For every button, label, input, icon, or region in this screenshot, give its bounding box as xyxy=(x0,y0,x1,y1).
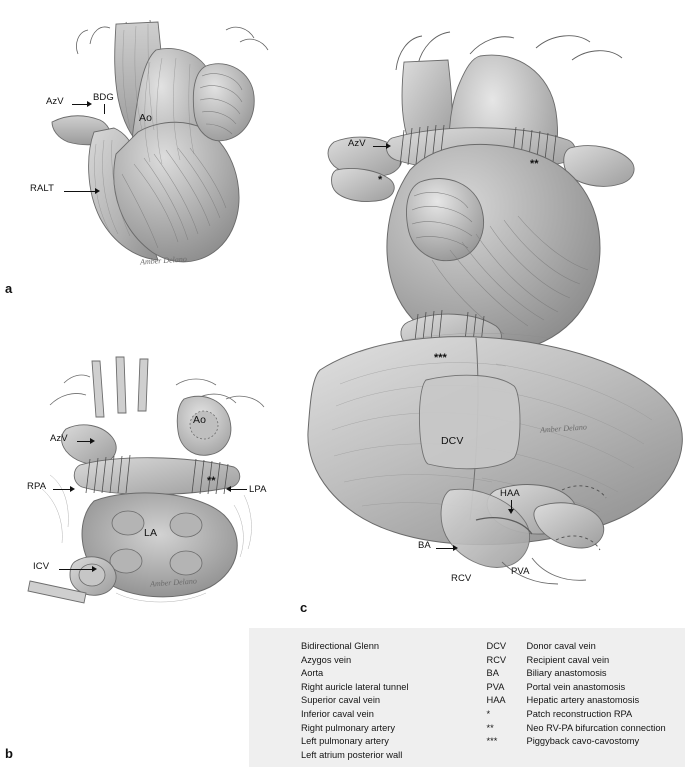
panel-c-label-ba: BA xyxy=(418,540,431,551)
panel-letter-a: a xyxy=(5,281,13,296)
legend-term: Inferior caval vein xyxy=(301,708,374,719)
panel-c-marker-triple-asterisk: *** xyxy=(434,352,447,364)
panel-c-label-azv: AzV xyxy=(348,138,366,149)
panel-b-label-azv: AzV xyxy=(50,433,68,444)
legend-row xyxy=(301,694,409,708)
panel-c-label-pva: PVA xyxy=(511,566,530,577)
panel-c-label-dcv: DCV xyxy=(441,435,464,447)
legend-row xyxy=(487,735,666,749)
legend-column-left xyxy=(301,640,409,762)
legend-row xyxy=(301,667,409,681)
panel-b-arrow-lpa xyxy=(226,486,231,492)
legend-abbr: BA xyxy=(486,668,499,679)
legend-row xyxy=(301,749,409,763)
panel-a-leader-ralt xyxy=(64,191,96,192)
legend-term: Bidirectional Glenn xyxy=(301,641,380,651)
legend-row xyxy=(487,667,666,681)
panel-letter-c: c xyxy=(300,600,308,615)
legend-term: Neo RV-PA bifurcation connection xyxy=(526,722,666,733)
legend-row xyxy=(487,722,666,736)
legend-abbr: RCV xyxy=(486,654,507,665)
legend-row xyxy=(487,640,666,654)
panel-c-label-haa: HAA xyxy=(500,488,520,499)
panel-c-arrow-haa xyxy=(508,509,514,514)
legend-row xyxy=(301,735,409,749)
panel-c-marker-single-asterisk: * xyxy=(378,174,383,186)
panel-b-artist-signature: Amber Delano xyxy=(149,576,198,589)
panel-a-label-ao: Ao xyxy=(139,112,153,124)
legend-row xyxy=(301,654,409,668)
panel-b-label-lpa: LPA xyxy=(249,484,267,495)
panel-a-leader-bdg xyxy=(104,104,105,114)
panel-b-arrow-icv xyxy=(92,566,97,572)
panel-b-label-ao: Ao xyxy=(193,414,207,426)
panel-b-label-rpa: RPA xyxy=(27,481,47,492)
panel-a-arrow-ralt xyxy=(95,188,100,194)
panel-a-arrow-azv xyxy=(87,101,92,107)
panel-a-label-ralt: RALT xyxy=(30,183,54,194)
legend-term: Piggyback cavo-cavostomy xyxy=(526,736,640,747)
legend-term: Left pulmonary artery xyxy=(301,736,389,747)
legend-row xyxy=(301,681,409,695)
panel-a-label-azv: AzV xyxy=(46,96,64,107)
legend-term: Patch reconstruction RPA xyxy=(526,708,633,719)
legend-row xyxy=(301,722,409,736)
legend-term: Right auricle lateral tunnel xyxy=(301,681,409,692)
panel-b-label-icv: ICV xyxy=(33,561,50,572)
legend-row xyxy=(487,681,666,695)
legend-term: Right pulmonary artery xyxy=(301,722,396,733)
panel-b-illustration xyxy=(20,355,290,610)
panel-c-illustration xyxy=(300,20,685,605)
panel-c-arrow-ba xyxy=(453,545,458,551)
panel-c-arrow-azv xyxy=(386,143,391,149)
legend-abbr: *** xyxy=(486,736,498,747)
panel-c-label-rcv: RCV xyxy=(451,573,472,584)
panel-b-leader-azv xyxy=(77,441,91,442)
legend-term: Aorta xyxy=(301,668,324,679)
panel-c-leader-ba xyxy=(436,548,454,549)
panel-c-leader-azv xyxy=(373,146,387,147)
legend-row xyxy=(301,708,409,722)
abbreviation-legend xyxy=(249,628,685,767)
legend-term: Left atrium posterior wall xyxy=(301,749,403,760)
legend-row xyxy=(487,654,666,668)
panel-b-marker-double-asterisk: ** xyxy=(207,475,216,487)
panel-a-illustration xyxy=(30,14,280,284)
legend-term: Donor caval vein xyxy=(526,641,596,651)
legend-term: Portal vein anastomosis xyxy=(526,681,626,692)
legend-term: Recipient caval vein xyxy=(526,654,610,665)
panel-b-label-la: LA xyxy=(144,527,158,539)
legend-abbr: HAA xyxy=(486,695,506,706)
legend-term: Biliary anastomosis xyxy=(526,668,607,679)
legend-row xyxy=(301,640,409,654)
legend-term: Hepatic artery anastomosis xyxy=(526,695,640,706)
panel-b-leader-rpa xyxy=(53,489,71,490)
panel-a-leader-azv xyxy=(72,104,88,105)
legend-abbr: DCV xyxy=(486,641,507,651)
panel-a-artist-signature: Amber Delano xyxy=(139,254,188,267)
legend-term: Superior caval vein xyxy=(301,695,381,706)
legend-term: Azygos vein xyxy=(301,654,352,665)
legend-abbr: PVA xyxy=(486,681,505,692)
legend-abbr: ** xyxy=(486,722,494,733)
legend-abbr: * xyxy=(486,708,491,719)
panel-b-leader-lpa xyxy=(231,489,247,490)
panel-letter-b: b xyxy=(5,746,13,761)
panel-c-artist-signature: Amber Delano xyxy=(539,422,588,435)
panel-a-label-bdg: BDG xyxy=(93,92,114,103)
legend-row xyxy=(487,708,666,722)
panel-b-arrow-rpa xyxy=(70,486,75,492)
panel-b-leader-icv xyxy=(59,569,93,570)
panel-b-arrow-azv xyxy=(90,438,95,444)
panel-c-marker-double-asterisk: ** xyxy=(530,158,539,170)
legend-column-right xyxy=(487,640,666,762)
legend-row xyxy=(487,694,666,708)
